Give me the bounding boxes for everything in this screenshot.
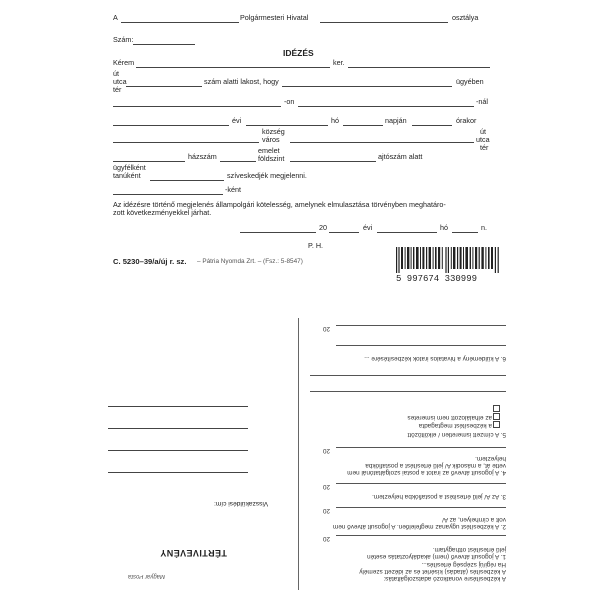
capacity-field[interactable] bbox=[113, 194, 223, 195]
receipt-date-label: 20 bbox=[322, 507, 330, 514]
address-type-utca-2: utca bbox=[476, 135, 490, 144]
month-label: hó bbox=[331, 116, 339, 125]
receipt-date-line[interactable] bbox=[336, 483, 506, 484]
receipt-text-line: jelű értesítést otthagytam. bbox=[432, 546, 506, 553]
footer-day-label: n. bbox=[481, 223, 487, 232]
role-tanukent: tanúként bbox=[113, 171, 141, 180]
footer-month-field[interactable] bbox=[377, 232, 437, 233]
district-field[interactable] bbox=[348, 67, 490, 68]
floor-emelet: emelet bbox=[258, 146, 280, 155]
receipt-text-line: helyeztem. bbox=[475, 455, 506, 462]
footer-day-field[interactable] bbox=[452, 232, 478, 233]
receipt-text-line: az elhalálozott nem ismeretes bbox=[407, 414, 492, 421]
receipt-text-line: A kézbesítés (átadás) kísérlet és az idézett személy bbox=[359, 568, 506, 575]
office-prefix: A bbox=[113, 13, 118, 22]
nal-suffix: -nál bbox=[476, 97, 488, 106]
district-label: ker. bbox=[333, 58, 345, 67]
footer-place-field[interactable] bbox=[240, 232, 316, 233]
receipt-text-line: 3. Az A/ jelű értesítést a postafiókba helyeztem. bbox=[372, 493, 506, 500]
footer-month-label: hó bbox=[440, 223, 448, 232]
receipt-date-line[interactable] bbox=[336, 535, 506, 536]
kent-suffix: -ként bbox=[225, 185, 241, 194]
receipt-date-label: 20 bbox=[322, 447, 330, 454]
receipt-text-line: vette át, a második A/ jelű értesítést a postafiókba bbox=[365, 462, 506, 469]
door-label: ajtószám alatt bbox=[378, 152, 423, 161]
receipt-text-line: 5. A címzett ismeretlen / elköltözött bbox=[407, 431, 506, 438]
receipt-text-line: Ha régi/új szépség értesítés... bbox=[421, 561, 506, 568]
address-text: szám alatti lakost, hogy bbox=[204, 77, 279, 86]
document-title: IDÉZÉS bbox=[283, 48, 314, 58]
office-name-field[interactable] bbox=[121, 22, 239, 23]
name-field[interactable] bbox=[136, 67, 330, 68]
floor-foldszint: földszint bbox=[258, 154, 285, 163]
locality-field[interactable] bbox=[113, 142, 259, 143]
day-label: napján bbox=[385, 116, 407, 125]
checkbox[interactable] bbox=[493, 405, 500, 412]
date-field-1[interactable] bbox=[113, 106, 281, 107]
receipt-text-line: volt a címhelyen, az A/ bbox=[442, 516, 506, 523]
receipt-date-label: 20 bbox=[322, 325, 330, 332]
house-number-field[interactable] bbox=[220, 161, 256, 162]
number-label: Szám: bbox=[113, 35, 134, 44]
year-field[interactable] bbox=[113, 125, 229, 126]
kerem-label: Kérem bbox=[113, 58, 135, 67]
post-logo: Magyar Posta bbox=[128, 573, 166, 579]
floor-field[interactable] bbox=[290, 161, 376, 162]
receipt-line[interactable] bbox=[310, 391, 506, 392]
barcode-number: 5 997674 330999 bbox=[396, 274, 478, 284]
notice-line-1: Az idézésre történő megjelenés állampolgári kötelesség, amelynek elmulasztása törvényben meghatáro- bbox=[113, 200, 446, 209]
month-field[interactable] bbox=[246, 125, 328, 126]
role-ugyfelkent: ügyfélként bbox=[113, 163, 146, 172]
locality-kozseg: község bbox=[262, 127, 285, 136]
address-type-ut-2: út bbox=[480, 127, 486, 136]
receipt-text-line: a kézbesítést megtagadta bbox=[418, 422, 492, 429]
footer-year-field[interactable] bbox=[329, 232, 359, 233]
address-line-2[interactable] bbox=[108, 428, 248, 429]
address-type-ter-2: tér bbox=[480, 143, 489, 152]
hour-label: órakor bbox=[456, 116, 477, 125]
address-line-4[interactable] bbox=[108, 472, 248, 473]
receipt-text-line: 6. A küldemény a hivatalos iratok kézbesítésére ... bbox=[364, 355, 506, 362]
please-appear: szíveskedjék megjelenni. bbox=[227, 171, 307, 180]
department-suffix: osztálya bbox=[452, 13, 479, 22]
address-line-1[interactable] bbox=[108, 406, 248, 407]
publisher: – Pátria Nyomda Zrt. – (Fsz.: 5-8547) bbox=[197, 258, 303, 265]
receipt-text-line: 4. A jogosult átvevő az iratot a postai szolgáltatónál nem bbox=[347, 469, 506, 476]
notice-line-2: zott következményekkel járhat. bbox=[113, 208, 212, 217]
receipt-date-line[interactable] bbox=[336, 447, 506, 448]
receipt-line[interactable] bbox=[310, 375, 506, 376]
house-field-pre[interactable] bbox=[113, 161, 185, 162]
receipt-right-panel bbox=[300, 318, 510, 588]
receipt-date-line[interactable] bbox=[336, 325, 506, 326]
address-type-utca: utca bbox=[113, 77, 127, 86]
address-type-ut: út bbox=[113, 69, 119, 78]
form-code: C. 5230–39/a/új r. sz. bbox=[113, 257, 187, 266]
footer-year-prefix: 20 bbox=[319, 223, 327, 232]
office-label: Polgármesteri Hivatal bbox=[240, 13, 309, 22]
street-field[interactable] bbox=[126, 86, 202, 87]
address-type-ter: tér bbox=[113, 85, 122, 94]
role-field[interactable] bbox=[150, 180, 224, 181]
receipt-divider bbox=[298, 318, 299, 590]
receipt-text-line: 1. A jogosult átvevő (nem) akadályoztatás esetén bbox=[367, 553, 506, 560]
matter-field[interactable] bbox=[282, 86, 452, 87]
place-field[interactable] bbox=[298, 106, 474, 107]
day-field[interactable] bbox=[343, 125, 383, 126]
stamp-label: P. H. bbox=[308, 241, 324, 250]
receipt-date-label: 20 bbox=[322, 483, 330, 490]
number-field[interactable] bbox=[133, 44, 195, 45]
house-number-label: házszám bbox=[188, 152, 217, 161]
locality-varos: város bbox=[262, 135, 280, 144]
street-field-2[interactable] bbox=[290, 142, 474, 143]
checkbox[interactable] bbox=[493, 421, 500, 428]
receipt-text-line: 2. A kézbesítést ugyanaz megfelelően. A jogosult átvevő nem bbox=[332, 523, 506, 530]
department-field[interactable] bbox=[320, 22, 448, 23]
checkbox[interactable] bbox=[493, 413, 500, 420]
on-suffix: -on bbox=[284, 97, 295, 106]
return-address-label: Visszaküldési cím: bbox=[214, 500, 269, 507]
footer-year-label: évi bbox=[363, 223, 373, 232]
receipt-text-line: A kézbesítésre vonatkozó adatszolgáltatás: bbox=[383, 575, 506, 582]
year-label: évi bbox=[232, 116, 242, 125]
address-line-3[interactable] bbox=[108, 450, 248, 451]
matter-label: ügyében bbox=[456, 77, 484, 86]
receipt-date-line[interactable] bbox=[336, 345, 506, 346]
receipt-date-label: 20 bbox=[322, 535, 330, 542]
receipt-title: TÉRTIVEVÉNY bbox=[160, 548, 227, 558]
receipt-date-line[interactable] bbox=[336, 507, 506, 508]
hour-field[interactable] bbox=[412, 125, 452, 126]
